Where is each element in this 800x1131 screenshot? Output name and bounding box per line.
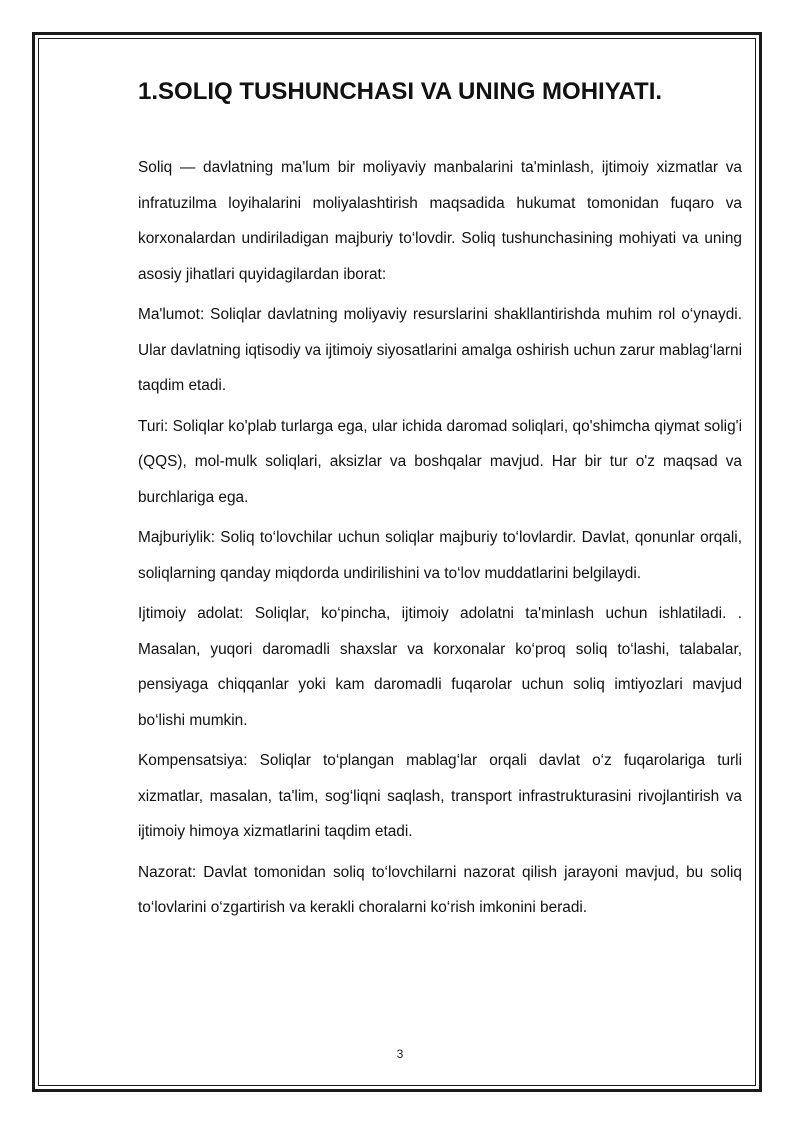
document-body xyxy=(138,78,742,931)
paragraph-kompensatsiya: Kompensatsiya: Soliqlar to‘plangan mablag‘lar orqali davlat o‘z fuqarolariga turli xizmatlar, masalan, ta'lim, sog‘liqni saqlash, transport infrastrukturasini rivojlantirish va ijtimoiy himoya xizmatlarini taqdim etadi. xyxy=(138,752,742,840)
page-title: 1.SOLIQ TUSHUNCHASI VA UNING MOHIYATI. xyxy=(138,78,663,105)
paragraph-nazorat: Nazorat: Davlat tomonidan soliq to‘lovchilarni nazorat qilish jarayoni mavjud, bu soliq to‘lovlarini o‘zgartirish va kerakli choralarni ko‘rish imkonini beradi. xyxy=(138,863,742,916)
paragraph-malumot: Ma'lumot: Soliqlar davlatning moliyaviy resurslarini shakllantirishda muhim rol o‘ynaydi. Ular davlatning iqtisodiy va ijtimoiy siyosatlarini amalga oshirish uchun zarur mablag‘larni taqdim etadi. xyxy=(138,306,742,394)
paragraph-turi: Turi: Soliqlar ko'plab turlarga ega, ular ichida daromad soliqlari, qo'shimcha qiymat solig'i (QQS), mol-mulk soliqlari, aksizlar va boshqalar mavjud. Har bir tur o'z maqsad va burchlariga ega. xyxy=(138,417,742,506)
page-number: 3 xyxy=(396,1047,404,1061)
paragraph-intro: Soliq — davlatning ma'lum bir moliyaviy manbalarini ta'minlash, ijtimoiy xizmatlar va infratuzilma loyihalarini moliyalashtirish maqsadida hukumat tomonidan fuqaro va korxonalardan undiriladigan majburiy to‘lovdir. Soliq tushunchasining mohiyati va uning asosiy jihatlari quyidagilardan iborat: xyxy=(138,159,742,283)
paragraph-majburiylik: Majburiylik: Soliq to‘lovchilar uchun soliqlar majburiy to‘lovlardir. Davlat, qonunlar orqali, soliqlarning qanday miqdorda undirilishini va to‘lov muddatlarini belgilaydi. xyxy=(138,529,742,582)
paragraph-ijtimoiy-adolat: Ijtimoiy adolat: Soliqlar, ko‘pincha, ijtimoiy adolatni ta'minlash uchun ishlatiladi. . Masalan, yuqori daromadli shaxslar va korxonalar ko‘proq soliq to‘lashi, talabalar, pensiyaga chiqqanlar yoki kam daromadli fuqarolar uchun soliq imtiyozlari mavjud bo‘lishi mumkin. xyxy=(138,605,742,729)
